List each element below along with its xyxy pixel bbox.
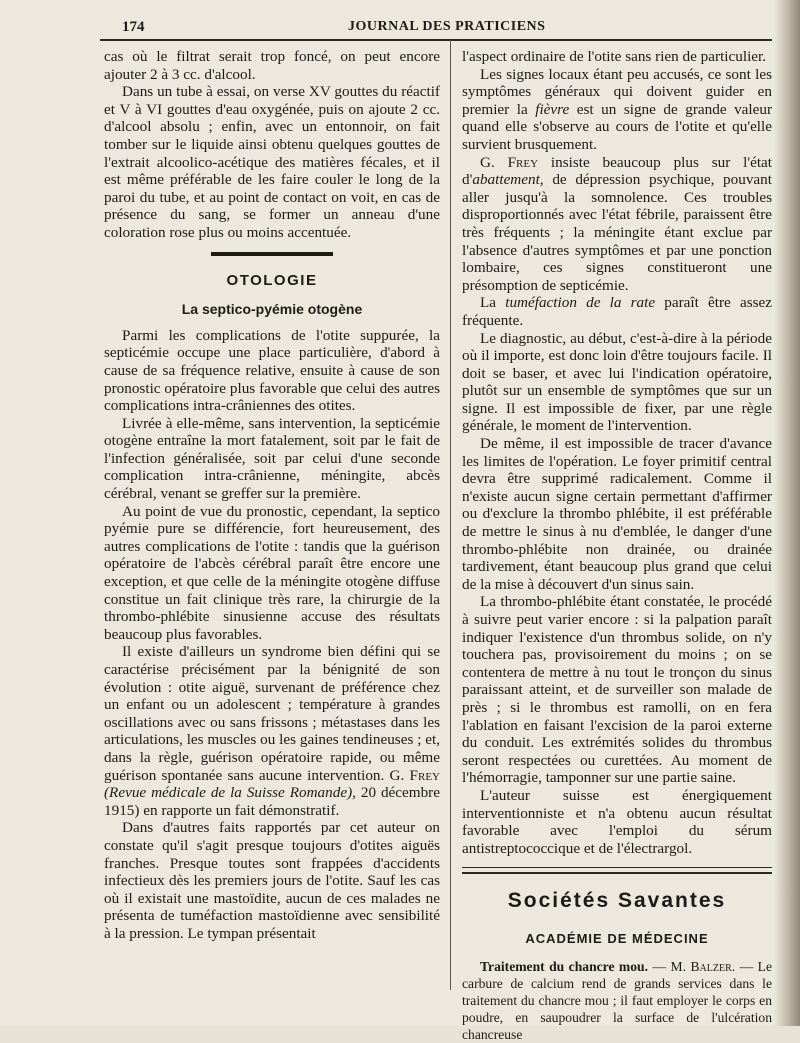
paragraph: Parmi les complications de l'otite suppurée, la septicémie occupe une place particulière, d'abord à cause de sa fréquence relative, ensuite à cause de son pronostic opératoire plus favorable que celui des autres complications intra-crâniennes des otites.: [104, 326, 440, 415]
paragraph: l'aspect ordinaire de l'otite sans rien de particulier.: [462, 48, 767, 65]
header-rule: [100, 39, 772, 41]
text-run: est un signe de grande valeur quand elle s'observe au cours de l'otite et qu'elle survient brusquement.: [462, 100, 773, 153]
section-rule-thin: [462, 867, 772, 868]
paragraph: [462, 294, 772, 329]
academie-title: ACADÉMIE DE MÉDECINE: [525, 930, 709, 946]
section-title: OTOLOGIE: [226, 271, 318, 289]
paragraph: De même, il est impossible de tracer d'avance les limites de l'opération. Le foyer primitif central devra être supprimé radicalement. Comme il n'existe aucun signe certain permettant d'affirmer ou d'exclure la thrombo phlébite, il est préférable de mettre le sinus à nu d'emblée, le danger d'une thrombo-phlébite non drainée, ou drainée tardivement, étant beaucoup plus grand que celui de la mise à découvert d'un sinus sain.: [462, 435, 772, 593]
paragraph: Au point de vue du pronostic, cependant, la septico pyémie pure se différencie, fort heureusement, des autres complications de l'otite : tandis que la guérison opératoire de l'abcès cérébral paraît être encore une exception, et que celle de la méningite otogène diffuse constitue un fait clinique très rare, la chirurgie de la thrombo-phlébite sinusienne accuse des résultats beaucoup plus favorables.: [104, 502, 440, 643]
text-run: paraît être assez fréquente.: [462, 294, 773, 329]
text-run: . — Le carbure de calcium rend de grands services dans le traitement du chancre mou ; il faut employer le corps en poudre, en saupoudrer la surface de l'ulcération chancreuse: [462, 958, 772, 1042]
emphasis: fièvre: [535, 100, 570, 118]
author-name: Frey: [409, 766, 440, 784]
section-rule-thick: [462, 872, 772, 874]
page-header: [118, 16, 773, 38]
author-name: Balzer: [690, 958, 732, 974]
text-run: insiste beaucoup plus sur l'état d': [462, 153, 773, 189]
paragraph: La thrombo-phlébite étant constatée, le procédé à suivre peut varier encore : si la palpation paraît indiquer l'existence d'un thrombus solide, on n'y touchera pas, provisoirement du moins ; on se contentera de mettre à nu tout le tronçon du sinus paraissant atteint, et de surveiller son malade de près ; si le thrombus est ramolli, on en fera l'ablation en faisant l'excision de la paroi externe du conduit. Les extrémités solides du thrombus seront respectées ou curettées. Au moment de l'hémorragie, tamponner sur une partie saine.: [462, 593, 772, 787]
text-run: , de dépression psychique, pouvant aller jusqu'à la somnolence. Ces troubles disproportionnés avec l'état fébrile, paraissent être très fréquents ; la méningite étant exclue par l'absence d'autres symptômes et par une ponction lombaire, ces signes constitueront une présomption de septicémie.: [462, 171, 772, 294]
journal-title: JOURNAL DES PRATICIENS: [348, 19, 546, 34]
article-title: La septico-pyémie otogène: [181, 301, 363, 318]
paragraph: cas où le filtrat serait trop foncé, on peut encore ajouter 2 à 3 cc. d'alcool.: [104, 48, 440, 83]
page-edge-shadow: [774, 0, 800, 1026]
paragraph: [104, 643, 440, 819]
text-run: Les signes locaux étant peu accusés, ce sont les symptômes généraux qui doivent guider en premier la: [462, 65, 772, 118]
paragraph: Dans un tube à essai, on verse XV gouttes du réactif et V à VI gouttes d'eau oxygénée, puis on ajoute 2 cc. d'alcool absolu ; enfin, avec un entonnoir, on fait tomber sur le liquide ainsi obtenu quelques gouttes de l'extrait alcoolico-acétique des matières fécales, et il est même préférable de les faire couler le long de la paroi du tube, et au point de contact on voit, en cas de présence du sang, se former un anneau d'une coloration rose plus ou moins accentuée.: [104, 83, 440, 241]
section-ornament: [211, 252, 333, 256]
section-title-societes: Sociétés Savantes: [507, 889, 727, 913]
right-column: [462, 48, 772, 1043]
text-run: , 20 décembre 1915) en rapporte un fait démonstratif.: [104, 784, 440, 819]
paragraph: Le diagnostic, au début, c'est-à-dire à la période où il importe, est donc loin d'être toujours facile. Il doit se baser, et avec lui l'indication opératoire, plutôt sur un ensemble de symptômes que sur un signe. Il est impossible de fixer, par une règle générale, le moment de l'intervention.: [462, 329, 772, 435]
author-name: Frey: [507, 153, 539, 171]
emphasis: abattement: [472, 171, 540, 189]
emphasis: tuméfaction de la rate: [505, 294, 656, 312]
text-run: La: [480, 294, 497, 312]
left-column: [104, 48, 440, 943]
column-divider: [450, 40, 451, 990]
text-run: G.: [480, 153, 495, 171]
text-run: — M.: [648, 958, 687, 974]
text-run: Il existe d'ailleurs un syndrome bien défini qui se caractérise précisément par la bénignité de son évolution : otite aiguë, survenant de préférence chez un enfant ou un adolescent ; température à grandes oscillations avec ou sans frissons ; métastases dans les articulations, les muscles ou les gaines tendineuses ; et, dans la règle, guérison opératoire rapide, ou même guérison spontanée sans aucune intervention. G.: [104, 643, 440, 784]
item-heading: Traitement du chancre mou.: [480, 958, 649, 974]
page-number: 174: [122, 19, 145, 35]
reference-citation: (Revue médicale de la Suisse Romande): [104, 784, 353, 802]
paragraph: Livrée à elle-même, sans intervention, la septicémie otogène entraîne la mort fatalement, soit par le fait de l'infection généralisée, soit par celui d'une seconde complication intra-crânienne, méningite, abcès cérébral, venant se greffer sur la première.: [104, 414, 440, 503]
paragraph: [462, 154, 772, 295]
paragraph: Dans d'autres faits rapportés par cet auteur on constate qu'il s'agit presque toujours d'otites aiguës franches. Presque toutes sont frappées d'accidents infectieux dès les premiers jours de l'otite. Sauf les cas où il existait une mastoïdite, aucun de ces malades ne présenta de tuméfaction mastoïdienne avec sensibilité à la pression. Le tympan présentait: [104, 819, 440, 942]
paragraph: [462, 958, 772, 1043]
paragraph: L'auteur suisse est énergiquement interventionniste et n'a obtenu aucun résultat favorable avec l'emploi du sérum antistreptococcique et de l'électrargol.: [462, 786, 772, 857]
paragraph: [462, 66, 772, 154]
